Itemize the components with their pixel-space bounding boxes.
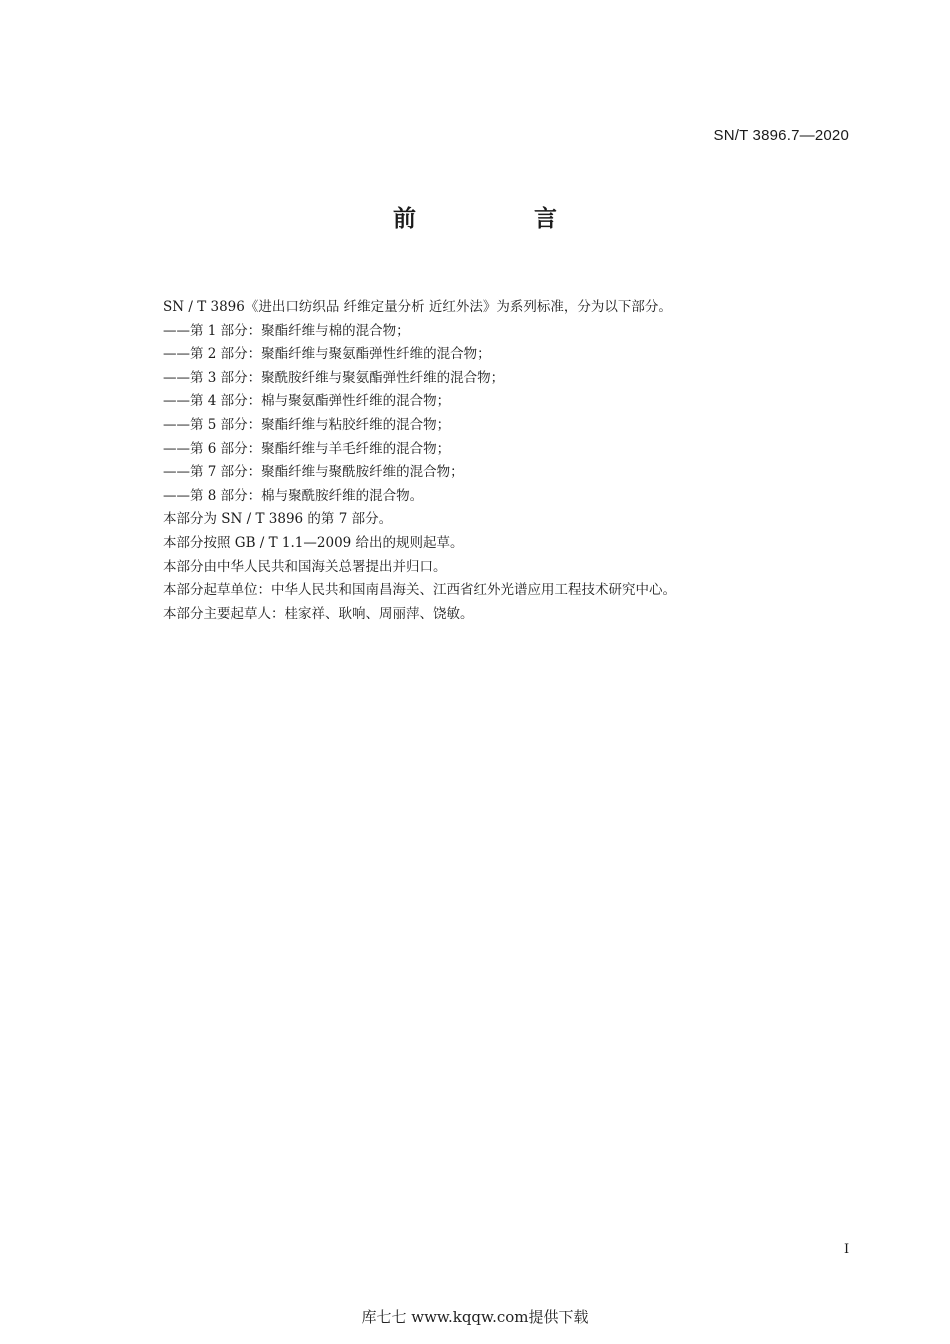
list-item-part-5: ——第 5 部分：聚酯纤维与粘胶纤维的混合物； bbox=[163, 416, 451, 433]
list-item-part-6: ——第 6 部分：聚酯纤维与羊毛纤维的混合物； bbox=[163, 440, 451, 457]
page-number: I bbox=[844, 1242, 850, 1257]
statement-part-of-series: 本部分为 SN / T 3896 的第 7 部分。 bbox=[163, 511, 393, 528]
list-item-part-1: ——第 1 部分：聚酯纤维与棉的混合物； bbox=[163, 322, 410, 339]
page-title: 前 言 bbox=[392, 206, 612, 232]
foreword-body bbox=[163, 296, 863, 626]
statement-proposer: 本部分由中华人民共和国海关总署提出并归口。 bbox=[163, 558, 447, 575]
statement-drafters: 本部分主要起草人：桂家祥、耿响、周丽萍、饶敏。 bbox=[163, 605, 474, 622]
footer-watermark-text: 库七七 www.kqqw.com提供下载 bbox=[361, 1308, 589, 1326]
standard-number: SN/T 3896.7—2020 bbox=[713, 127, 849, 144]
list-item-part-7: ——第 7 部分：聚酯纤维与聚酰胺纤维的混合物； bbox=[163, 464, 464, 481]
statement-drafting-units: 本部分起草单位：中华人民共和国南昌海关、江西省红外光谱应用工程技术研究中心。 bbox=[163, 582, 676, 599]
list-item-part-8: ——第 8 部分：棉与聚酰胺纤维的混合物。 bbox=[163, 487, 424, 504]
list-item-part-3: ——第 3 部分：聚酰胺纤维与聚氨酯弹性纤维的混合物； bbox=[163, 369, 505, 386]
list-item-part-2: ——第 2 部分：聚酯纤维与聚氨酯弹性纤维的混合物； bbox=[163, 346, 491, 363]
intro-line: SN / T 3896《进出口纺织品 纤维定量分析 近红外法》为系列标准，分为以下部分。 bbox=[163, 299, 672, 315]
statement-drafting-rules: 本部分按照 GB / T 1.1—2009 给出的规则起草。 bbox=[163, 534, 464, 551]
list-item-part-4: ——第 4 部分：棉与聚氨酯弹性纤维的混合物； bbox=[163, 393, 451, 410]
